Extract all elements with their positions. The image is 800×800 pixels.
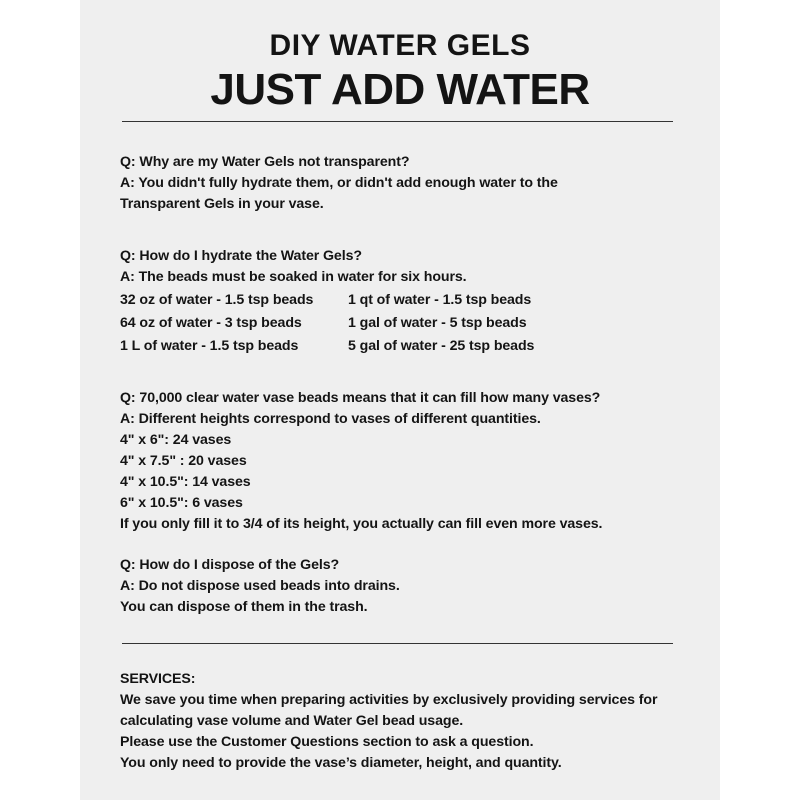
ratio-cell: 32 oz of water - 1.5 tsp beads	[120, 292, 314, 308]
ratio-cell: 1 L of water - 1.5 tsp beads	[120, 338, 299, 354]
ratio-cell: 64 oz of water - 3 tsp beads	[120, 315, 302, 331]
services-section	[120, 669, 700, 774]
bottom-divider	[122, 643, 673, 644]
ratio-cell: 5 gal of water - 25 tsp beads	[348, 338, 535, 354]
title-line-1: DIY WATER GELS	[269, 29, 531, 62]
faq3-question: Q: 70,000 clear water vase beads means that it can fill how many vases?	[120, 390, 601, 406]
vase-size-item: 4" x 6": 24 vases	[120, 432, 232, 448]
faq1-answer-line2: Transparent Gels in your vase.	[120, 196, 324, 212]
faq-hydration	[120, 246, 700, 357]
faq4-question: Q: How do I dispose of the Gels?	[120, 557, 340, 573]
ratio-cell: 1 qt of water - 1.5 tsp beads	[348, 292, 532, 308]
faq4-answer-line1: A: Do not dispose used beads into drains.	[120, 578, 400, 594]
vase-size-item: 4" x 7.5" : 20 vases	[120, 453, 247, 469]
ratio-cell: 1 gal of water - 5 tsp beads	[348, 315, 527, 331]
faq-transparency	[120, 152, 700, 215]
faq1-answer-line1: A: You didn't fully hydrate them, or didn't add enough water to the	[120, 175, 558, 191]
title-line-2: JUST ADD WATER	[210, 65, 590, 114]
faq1-question: Q: Why are my Water Gels not transparent?	[120, 154, 410, 170]
faq2-answer: A: The beads must be soaked in water for six hours.	[120, 269, 467, 285]
faq2-question: Q: How do I hydrate the Water Gels?	[120, 248, 362, 264]
faq4-answer-line2: You can dispose of them in the trash.	[120, 599, 368, 615]
info-sheet	[80, 0, 720, 800]
hydration-ratio-table	[120, 290, 700, 357]
top-divider	[122, 121, 673, 122]
vase-size-item: 4" x 10.5": 14 vases	[120, 474, 251, 490]
faq-disposal	[120, 555, 700, 618]
faq3-answer: A: Different heights correspond to vases of different quantities.	[120, 411, 541, 427]
faq3-note: If you only fill it to 3/4 of its height, you actually can fill even more vases.	[120, 516, 603, 532]
vase-size-item: 6" x 10.5": 6 vases	[120, 495, 243, 511]
services-line: calculating vase volume and Water Gel bead usage.	[120, 713, 464, 729]
faq-vase-count	[120, 388, 700, 535]
services-line: We save you time when preparing activities by exclusively providing services for	[120, 692, 658, 708]
services-heading: SERVICES:	[120, 671, 196, 687]
services-line: You only need to provide the vase’s diameter, height, and quantity.	[120, 755, 562, 771]
services-line: Please use the Customer Questions section to ask a question.	[120, 734, 534, 750]
